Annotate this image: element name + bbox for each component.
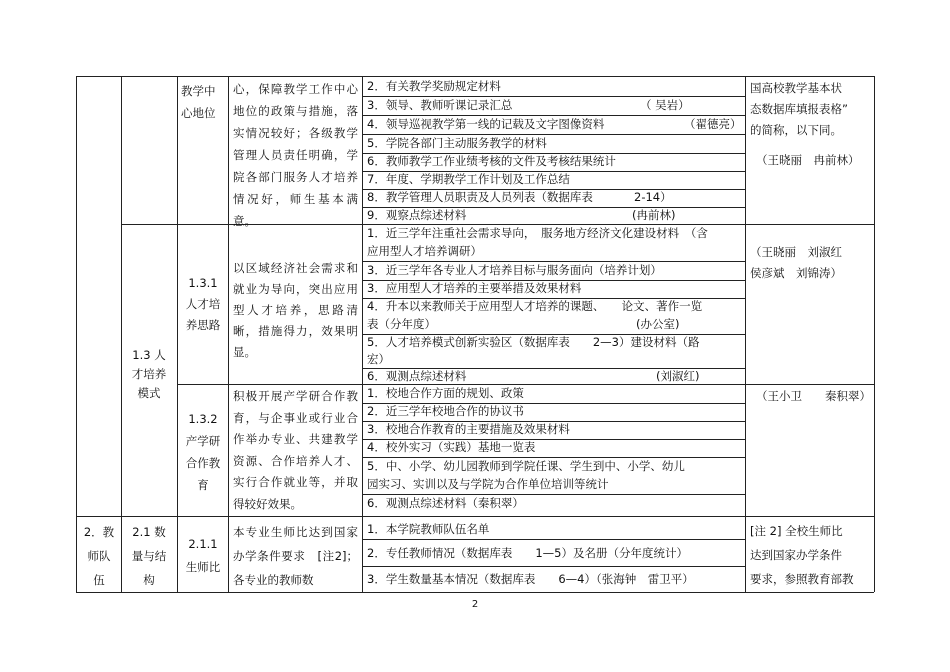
- remark-line: 的简称，以下同。: [750, 123, 842, 137]
- remark-line: 态数据库填报表格”: [750, 102, 848, 116]
- label-line: 2.1 数: [132, 525, 166, 539]
- label-line: 伍: [93, 573, 105, 587]
- material-item: 2．近三学年校地合作的协议书: [367, 404, 524, 418]
- material-item: 3．学生数量基本情况（数据库表 6—4）（张海钟 雷卫平）: [367, 572, 694, 586]
- grid-line: [874, 76, 875, 592]
- remark-line: 要求，参照教育部教: [750, 572, 854, 586]
- material-item: 1．近三学年注重社会需求导向， 服务地方经济文化建设材料 （含: [367, 226, 708, 240]
- grid-line: [745, 76, 746, 592]
- material-person: （翟德亮）: [684, 117, 742, 131]
- remark-line: 国高校教学基本状: [750, 81, 842, 95]
- grid-line: [177, 384, 874, 385]
- label-line: 构: [143, 573, 155, 587]
- remark-line: （王晓丽 刘淑红: [750, 245, 842, 259]
- material-person: (办公室): [636, 317, 680, 331]
- material-item: 2．有关教学奖励规定材料: [367, 79, 501, 93]
- grid-line: [76, 76, 77, 592]
- material-item: 6．观测点综述材料: [367, 369, 467, 383]
- material-item: 3．应用型人才培养的主要举措及效果材料: [367, 281, 582, 295]
- label-line: 师队: [87, 549, 111, 563]
- label-line: 才培养: [131, 367, 167, 381]
- material-person: （ 吴岩）: [640, 98, 690, 112]
- material-item: 6．观测点综述材料（秦积翠）: [367, 496, 524, 510]
- grid-line: [362, 566, 745, 567]
- material-item: 7．年度、学期教学工作计划及工作总结: [367, 172, 570, 186]
- material-person: (冉前林): [632, 208, 676, 222]
- remark-line: 达到国家办学条件: [750, 548, 842, 562]
- material-item: 6．教师教学工作业绩考核的文件及考核结果统计: [367, 154, 616, 168]
- remark-line: （王小卫 秦积翠）: [756, 389, 871, 403]
- material-item: 8．教学管理人员职责及人员列表（数据库表: [367, 190, 593, 204]
- item-name: 养思路: [185, 318, 221, 332]
- material-item: 4．升本以来教师关于应用型人才培养的课题、 论文、著作一览: [367, 299, 703, 313]
- label-line: 1.3 人: [132, 348, 166, 362]
- grid-line: [76, 592, 874, 593]
- item-name: 生师比: [185, 560, 221, 574]
- item-name: 人才培: [185, 297, 221, 311]
- remark-person: （王晓丽 冉前林）: [756, 153, 860, 167]
- item-name: 合作教: [185, 456, 221, 470]
- material-item: 3．领导、教师听课记录汇总: [367, 98, 513, 112]
- label-line: 模式: [137, 386, 161, 400]
- evaluation-standard: 以区域经济社会需求和就业为导向，突出应用型人才培养，思路清晰，措施得力，效果明显。: [233, 261, 358, 359]
- material-item: 4．校外实习（实践）基地一览表: [367, 440, 536, 454]
- material-item: 表（分年度）: [367, 317, 436, 331]
- material-item: 9．观察点综述材料: [367, 208, 467, 222]
- item-name: 产学研: [185, 434, 221, 448]
- material-item: 4．领导巡视教学第一线的记载及文字图像资料: [367, 117, 605, 131]
- material-person: 2-14）: [634, 190, 672, 204]
- material-item: 宏）: [367, 352, 390, 366]
- grid-line: [228, 76, 229, 592]
- item-name-teaching-center: 教学中心地位: [181, 84, 216, 120]
- material-item: 园实习、实训以及与学院为合作单位培训等统计: [367, 477, 609, 491]
- remark-line: [注 2] 全校生师比: [750, 524, 843, 538]
- material-item: 2．专任教师情况（数据库表 1—5）及名册（分年度统计）: [367, 546, 688, 560]
- grid-line: [76, 516, 874, 517]
- material-item: 5．人才培养模式创新实验区（数据库表 2—3）建设材料（路: [367, 335, 700, 349]
- item-name: 育: [197, 478, 209, 492]
- label-line: 2．教: [83, 525, 115, 539]
- grid-line: [121, 76, 122, 592]
- material-person: (刘淑红): [656, 369, 700, 383]
- material-item: 5．中、小学、幼儿园教师到学院任课、学生到中、小学、幼儿: [367, 459, 685, 473]
- evaluation-standard: 本专业生师比达到国家办学条件要求 [注2]；各专业的教师数: [233, 525, 358, 587]
- evaluation-standard: 心，保障教学工作中心地位的政策与措施，落实情况较好；各级教学管理人员责任明确，学院各部门服务人才培养情况好，师生基本满意。: [233, 82, 358, 228]
- material-item: 5．学院各部门主动服务教学的材料: [367, 136, 547, 150]
- material-item: 3．近三学年各专业人才培养目标与服务面向（培养计划）: [367, 263, 662, 277]
- item-code: 1.3.2: [188, 412, 218, 426]
- remark-line: 侯彦斌 刘锦涛）: [750, 266, 842, 280]
- material-item: 3．校地合作教育的主要措施及效果材料: [367, 422, 570, 436]
- page-number: 2: [471, 599, 479, 610]
- material-item: 应用型人才培养调研）: [367, 244, 482, 258]
- item-code: 2.1.1: [188, 537, 218, 551]
- item-code: 1.3.1: [188, 276, 218, 290]
- material-item: 1．校地合作方面的规划、政策: [367, 386, 524, 400]
- label-line: 量与结: [131, 549, 167, 563]
- material-item: 1．本学院教师队伍名单: [367, 522, 490, 536]
- evaluation-standard: 积极开展产学研合作教育，与企事业或行业合作举办专业、共建教学资源、合作培养人才、实行合作就业等，并取得较好效果。: [233, 389, 358, 511]
